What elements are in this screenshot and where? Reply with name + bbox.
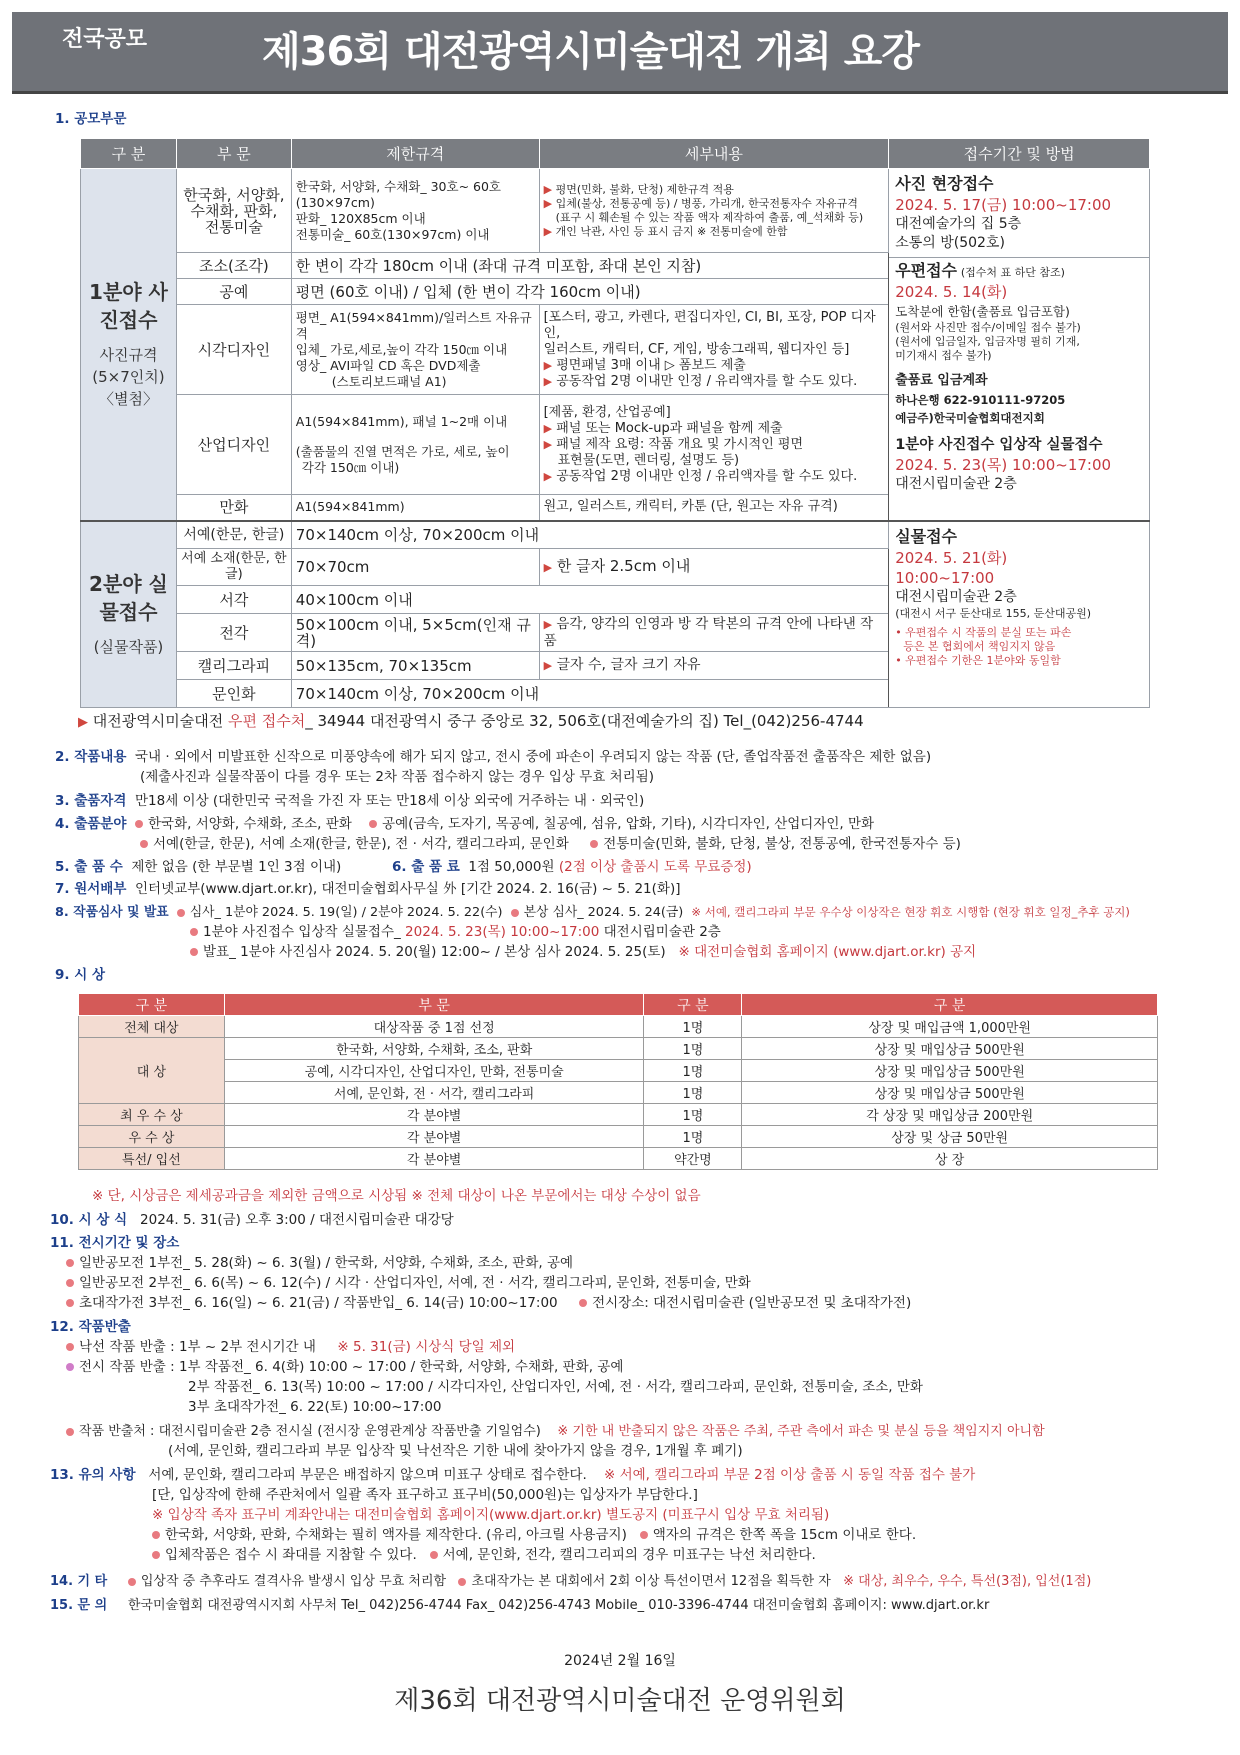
section-11-line3 [66, 1294, 911, 1313]
award-category: 공예, 시각디자인, 산업디자인, 만화, 전통미술 [224, 1060, 644, 1082]
actual-note: 등은 본 협회에서 책임지지 않음 [903, 639, 1056, 653]
spec-calligraphy-material: 70×70cm [291, 549, 539, 586]
section-11-line1 [66, 1254, 573, 1273]
account-number: 하나은행 622-910111-97205 [895, 393, 1066, 407]
detail-line: [포스터, 광고, 카렌다, 편집디자인, CI, BI, 포장, POP 디자인, [543, 309, 876, 341]
section-11-text: 일반공모전 1부전_ 5. 28(화) ~ 6. 3(월) / 한국화, 서양화, 수채화, 조소, 판화, 공예 [79, 1255, 574, 1271]
awards-note: ※ 단, 시상금은 제세공과금을 제외한 금액으로 시상됨 ※ 전체 대상이 나온 부문에서는 대상 수상이 없음 [92, 1188, 701, 1204]
award-group: 우 수 상 [79, 1126, 225, 1148]
section-12-text: (서예, 문인화, 캘리그라피 부문 입상작 및 낙선작은 기한 내에 찾아가지 않을 경우, 1개월 후 폐기) [168, 1443, 743, 1459]
section-9-title: 9. 시 상 [55, 967, 106, 983]
account-title: 출품료 입금계좌 [895, 373, 988, 388]
section-13-text: 액자의 규격은 한쪽 폭을 15cm 이내로 한다. [652, 1527, 917, 1543]
section-8-note: ※ 서예, 캘리그라피 부문 우수상 이상작은 현장 휘호 시행함 (현장 휘호 일정_추후 공지) [691, 905, 1130, 919]
bullet-icon [369, 820, 377, 828]
award-count: 1명 [644, 1038, 742, 1060]
section-11-text: 초대작가전 3부전_ 6. 16(일) ~ 6. 21(금) / 작품반입_ 6. 14(금) 10:00~17:00 [79, 1295, 558, 1311]
section-12-line5 [66, 1422, 1045, 1441]
th-detail: 세부내용 [539, 139, 889, 169]
award-category: 한국화, 서양화, 수채화, 조소, 판화 [224, 1038, 644, 1060]
section-13-text: 서예, 문인화, 전각, 캘리그리피의 경우 미표구는 낙선 처리한다. [442, 1547, 816, 1563]
section-12-text: 낙선 작품 반출 : 1부 ~ 2부 전시기간 내 [79, 1339, 316, 1355]
postal-line: (원서와 사진만 접수/이메일 접수 불가) [895, 321, 1081, 334]
awards-table [78, 993, 1158, 1170]
section-8-text: 심사_ 1분야 2024. 5. 19(일) / 2분야 2024. 5. 22(수) [189, 905, 503, 920]
spec-line: 입체_ 가로,세로,높이 각각 150㎝ 이내 [295, 341, 508, 357]
table-row [79, 1104, 1158, 1126]
bullet-icon [66, 1428, 74, 1436]
account-holder: 예금주)한국미술협회대전지회 [895, 411, 1045, 425]
group-actual [81, 521, 177, 708]
bullet-icon [511, 909, 519, 917]
group-actual-title: 2분야 실물접수 [89, 572, 168, 625]
section-4-item: 한국화, 서양화, 수채화, 조소, 판화 [147, 816, 352, 832]
section-2-title: 2. 작품내용 [55, 749, 127, 765]
cat-calligraphy-material: 서예 소재(한문, 한글) [176, 549, 291, 586]
spec-visual-design [291, 305, 539, 395]
cat-sculpture: 조소(조각) [176, 253, 291, 279]
detail-painting [539, 169, 889, 253]
section-7-title: 7. 원서배부 [55, 881, 127, 897]
table-row [79, 1148, 1158, 1170]
award-prize: 상장 및 매입상금 500만원 [742, 1038, 1158, 1060]
section-14-text: 입상작 중 추후라도 결격사유 발생시 입상 무효 처리함 [140, 1574, 447, 1589]
section-12-title: 12. 작품반출 [50, 1319, 131, 1335]
onsite-room: 소통의 방(502호) [895, 235, 1005, 251]
actual-title: 실물접수 [895, 526, 958, 546]
winner-submission-title: 1분야 사진접수 입상작 실물접수 [895, 437, 1103, 453]
postal-line: 도착분에 한함(출품료 입금포함) [895, 304, 1070, 319]
actual-note: • 우편접수 시 작품의 분실 또는 파손 [895, 625, 1072, 639]
section-13-text: 한국화, 서양화, 판화, 수채화는 필히 액자를 제작한다. (유리, 아크릴 사용금지) [165, 1527, 627, 1543]
table-row [79, 1038, 1158, 1060]
section-13-line5 [152, 1546, 816, 1565]
award-count: 1명 [644, 1060, 742, 1082]
section-12-text: 전시 작품 반출 : 1부 작품전_ 6. 4(화) 10:00 ~ 17:00 / 한국화, 서양화, 수채화, 판화, 공예 [79, 1359, 624, 1375]
detail-line: 개인 낙관, 사인 등 표시 금지 ※ 전통미술에 한함 [555, 224, 788, 238]
spec-craft: 평면 (60호 이내) / 입체 (한 변이 각각 160cm 이내) [291, 279, 888, 305]
section-3-text: 만18세 이상 (대한민국 국적을 가진 자 또는 만18세 이상 외국에 거주하는 내 · 외국인) [134, 793, 645, 809]
group-photo-title: 1분야 사진접수 [89, 280, 168, 333]
bullet-icon [579, 1299, 587, 1307]
bullet-icon [66, 1279, 74, 1287]
award-category: 각 분야별 [224, 1148, 644, 1170]
bullet-icon [128, 1578, 136, 1586]
award-category: 대상작품 중 1점 선정 [224, 1016, 644, 1038]
th-award-group: 구 분 [79, 994, 225, 1016]
award-prize: 상장 및 매입상금 500만원 [742, 1082, 1158, 1104]
section-12-text: 3부 초대작가전_ 6. 22(토) 10:00~17:00 [188, 1399, 442, 1415]
postal-label: 우편 접수처 [227, 712, 306, 730]
cat-seal: 전각 [176, 614, 291, 652]
triangle-icon: ▶ [543, 618, 553, 631]
bullet-icon [66, 1363, 74, 1371]
award-group: 전체 대상 [79, 1016, 225, 1038]
bullet-icon [66, 1259, 74, 1267]
detail-line: [제품, 환경, 산업공예] [543, 404, 671, 420]
detail-visual-design [539, 305, 889, 395]
section-13-line4 [152, 1526, 916, 1545]
section-11-text: 일반공모전 2부전_ 6. 6(목) ~ 6. 12(수) / 시각 · 산업디자인, 서예, 전 · 서각, 캘리그라피, 문인화, 전통미술, 만화 [79, 1275, 751, 1291]
bullet-icon [152, 1531, 160, 1539]
section-2 [55, 748, 931, 767]
group-photo-sub: 사진규격 (5×7인치) 〈별첨〉 [92, 346, 165, 409]
cat-industrial-design: 산업디자인 [176, 395, 291, 495]
cat-cartoon: 만화 [176, 495, 291, 521]
detail-industrial-design [539, 395, 889, 495]
detail-line: 평면패널 3매 이내 ▷ 폼보드 제출 [556, 357, 746, 373]
award-prize: 상 장 [742, 1148, 1158, 1170]
cat-seogak: 서각 [176, 586, 291, 614]
spec-line: 전통미술_ 60호(130×97cm) 이내 [295, 226, 490, 242]
th-category: 부 문 [176, 139, 291, 169]
bullet-icon [177, 909, 185, 917]
spec-cartoon: A1(594×841mm) [291, 495, 539, 521]
th-spec: 제한규격 [291, 139, 539, 169]
onsite-date: 2024. 5. 17(금) 10:00~17:00 [895, 196, 1112, 214]
spec-line: (스토리보드패널 A1) [331, 373, 447, 389]
section-15-title: 15. 문 의 [50, 1598, 108, 1613]
bullet-icon [66, 1343, 74, 1351]
triangle-icon: ▶ [543, 374, 553, 388]
detail-line: 입체(불상, 전통공예 등) / 병풍, 가리개, 한국전통자수 자유규격 [555, 196, 858, 210]
section-10 [50, 1211, 454, 1230]
th-award-category: 부 문 [224, 994, 644, 1016]
section-5-text: 제한 없음 (한 부문별 1인 3점 이내) [131, 859, 342, 875]
award-count: 약간명 [644, 1148, 742, 1170]
cat-visual-design: 시각디자인 [176, 305, 291, 395]
footer-organization: 제36회 대전광역시미술대전 운영위원회 [394, 1686, 846, 1716]
group-photo [81, 169, 177, 521]
award-category: 각 분야별 [224, 1104, 644, 1126]
section-7-text: 인터넷교부(www.djart.or.kr), 대전미술협회사무실 外 [기간 2024. 2. 16(금) ~ 5. 21(화)] [134, 881, 681, 897]
section-14-title: 14. 기 타 [50, 1574, 108, 1589]
bullet-icon [458, 1578, 466, 1586]
table-row [79, 1016, 1158, 1038]
section-13 [50, 1466, 975, 1485]
spec-line: 영상_ AVI파일 CD 혹은 DVD제출 [295, 357, 481, 373]
section-12-note: ※ 기한 내 반출되지 않은 작품은 주최, 주관 측에서 파손 및 분실 등을 책임지지 아니함 [557, 1424, 1045, 1439]
onsite-place: 대전예술가의 집 5층 [895, 216, 1022, 232]
section-6-note: (2점 이상 출품시 도록 무료증정) [558, 859, 752, 875]
category-table [80, 138, 1150, 708]
award-group: 최 우 수 상 [79, 1104, 225, 1126]
section-4 [55, 815, 874, 834]
spec-line: 한국화, 서양화, 수채화_ 30호~ 60호(130×97cm) [295, 178, 501, 210]
bullet-icon [640, 1531, 648, 1539]
section-8-line2 [190, 923, 721, 942]
section-13-note: ※ 서예, 캘리그라피 부문 2점 이상 출품 시 동일 작품 접수 불가 [603, 1467, 976, 1483]
section-7 [55, 880, 680, 899]
section-8-title: 8. 작품심사 및 발표 [55, 905, 169, 920]
header-tag: 전국공모 [62, 27, 148, 52]
section-12-text: 2부 작품전_ 6. 13(목) 10:00 ~ 17:00 / 시각디자인, 산업디자인, 서예, 전 · 서각, 캘리그라피, 문인화, 전통미술, 조소, 만화 [188, 1379, 923, 1395]
section-5 [55, 858, 341, 877]
triangle-icon: ▶ [78, 715, 88, 730]
bullet-icon [152, 1551, 160, 1559]
actual-address: (대전시 서구 둔산대로 155, 둔산대공원) [895, 606, 1092, 620]
th-award-prize: 구 분 [742, 994, 1158, 1016]
section-5-title: 5. 출 품 수 [55, 859, 123, 875]
detail-line: 표현물(도면, 렌더링, 설명도 등) [557, 452, 740, 468]
postal-address-line [78, 712, 864, 732]
detail-line: 일러스트, 캐릭터, CF, 게임, 방송그래픽, 웹디자인 등] [543, 341, 850, 357]
section-8-text: 대전시립미술관 2층 [599, 924, 721, 940]
award-category: 각 분야별 [224, 1126, 644, 1148]
section-11-line2 [66, 1274, 751, 1293]
section-13-text: 입체작품은 접수 시 좌대를 지참할 수 있다. [165, 1547, 417, 1563]
award-count: 1명 [644, 1082, 742, 1104]
section-12-line1 [66, 1338, 515, 1357]
submission-photo [889, 169, 1150, 521]
triangle-icon: ▶ [543, 469, 553, 483]
triangle-icon: ▶ [543, 421, 553, 435]
detail-calligraphy-material [539, 549, 889, 586]
footer-date: 2024년 2월 16일 [564, 1653, 676, 1669]
th-submission: 접수기간 및 방법 [889, 139, 1150, 169]
postal-date: 2024. 5. 14(화) [895, 283, 1008, 301]
detail-line: 평면(민화, 불화, 단청) 제한규격 적용 [555, 182, 734, 196]
section-10-title: 10. 시 상 식 [50, 1212, 128, 1228]
section-8-text: 본상 심사_ 2024. 5. 24(금) [523, 905, 684, 920]
section-1-title: 1. 공모부문 [55, 111, 127, 127]
section-13-text: [단, 입상작에 한해 주관처에서 일괄 족자 표구하고 표구비(50,000원)는 입상자가 부담한다.] [152, 1487, 698, 1503]
actual-note: • 우편접수 기한은 1분야와 동일함 [895, 653, 1061, 667]
th-division: 구 분 [81, 139, 177, 169]
page-title: 제36회 대전광역시미술대전 개최 요강 [262, 29, 920, 75]
section-14-note: ※ 대상, 최우수, 우수, 특선(3점), 입선(1점) [843, 1574, 1092, 1589]
spec-line: (출품물의 진열 면적은 가로, 세로, 높이 [295, 443, 510, 459]
award-count: 1명 [644, 1104, 742, 1126]
spec-seogak: 40×100cm 이내 [291, 586, 888, 614]
section-10-text: 2024. 5. 31(금) 오후 3:00 / 대전시립미술관 대강당 [140, 1212, 454, 1228]
section-12-note: ※ 5. 31(금) 시상식 당일 제외 [337, 1339, 516, 1355]
section-13-title: 13. 유의 사항 [50, 1467, 136, 1483]
section-12-text: 작품 반출처 : 대전시립미술관 2층 전시실 (전시장 운영관계상 작품반출 기일엄수) [79, 1424, 541, 1439]
table-row [79, 1060, 1158, 1082]
section-8-note: ※ 대전미술협회 홈페이지 (www.djart.or.kr) 공지 [678, 944, 977, 960]
section-4-item: 공예(금속, 도자기, 목공예, 칠공예, 섬유, 압화, 기타), 시각디자인, 산업디자인, 만화 [382, 816, 875, 832]
section-11-text: 전시장소: 대전시립미술관 (일반공모전 및 초대작가전) [592, 1295, 912, 1311]
postal-line: (원서에 입금일자, 입금자명 필히 기재, [895, 335, 1080, 348]
section-8-text: 1분야 사진접수 입상작 실물접수_ [203, 924, 406, 940]
spec-line: 각각 150㎝ 이내) [301, 459, 400, 475]
triangle-icon: ▶ [543, 196, 553, 210]
award-group: 대 상 [79, 1038, 225, 1104]
section-13-text: 서예, 문인화, 캘리그라피 부문은 배접하지 않으며 미표구 상태로 접수한다. [148, 1467, 587, 1483]
actual-time: 10:00~17:00 [895, 568, 995, 587]
section-3 [55, 792, 644, 811]
submission-actual [889, 521, 1150, 708]
spec-sculpture: 한 변이 각각 180cm 이내 (좌대 규격 미포함, 좌대 본인 지참) [291, 253, 888, 279]
actual-place: 대전시립미술관 2층 [895, 588, 1017, 605]
award-category: 서예, 문인화, 전 · 서각, 캘리그라피 [224, 1082, 644, 1104]
detail-line: 패널 제작 요령: 작품 개요 및 가시적인 평면 [556, 436, 804, 452]
table-row [81, 521, 1150, 549]
section-13-note: ※ 입상작 족자 표구비 계좌안내는 대전미술협회 홈페이지(www.djart.or.kr) 별도공지 (미표구시 입상 무효 처리됨) [152, 1507, 830, 1523]
award-group: 특선/ 입선 [79, 1148, 225, 1170]
detail-seal [539, 614, 889, 652]
award-prize: 상장 및 상금 50만원 [742, 1126, 1158, 1148]
detail-line: 글자 수, 글자 크기 자유 [556, 657, 701, 673]
bullet-icon [140, 840, 148, 848]
table-row [79, 1126, 1158, 1148]
section-4-item: 서예(한글, 한문), 서예 소재(한글, 한문), 전 · 서각, 캘리그라피, 문인화 [153, 836, 569, 852]
bullet-icon [190, 928, 198, 936]
detail-line: 공동작업 2명 이내만 인정 / 유리액자를 할 수도 있다. [556, 373, 858, 389]
detail-line: 음각, 양각의 인영과 방 각 탁본의 규격 안에 나타낸 작품 [543, 616, 874, 649]
award-count: 1명 [644, 1126, 742, 1148]
section-2-text2: (제출사진과 실물작품이 다를 경우 또는 2차 작품 접수하지 않는 경우 입상 무효 처리됨) [140, 769, 655, 785]
triangle-icon: ▶ [543, 224, 553, 238]
cat-literati: 문인화 [176, 680, 291, 708]
section-4-item: 전통미술(민화, 불화, 단청, 불상, 전통공예, 한국전통자수 등) [603, 836, 961, 852]
triangle-icon: ▶ [543, 182, 553, 196]
detail-line: 한 글자 2.5cm 이내 [556, 557, 691, 575]
onsite-title: 사진 현장접수 [895, 174, 994, 193]
spec-calligraphy: 70×140cm 이상, 70×200cm 이내 [291, 521, 888, 549]
category-table-header [81, 139, 1150, 169]
winner-submission-place: 대전시립미술관 2층 [895, 476, 1017, 492]
postal-pre: 대전광역시미술대전 [92, 712, 228, 730]
bullet-icon [66, 1299, 74, 1307]
spec-seal: 50×100cm 이내, 5×5cm(인재 규격) [291, 614, 539, 652]
section-3-title: 3. 출품자격 [55, 793, 127, 809]
section-6-fee: 1점 50,000원 [468, 859, 555, 875]
triangle-icon: ▶ [543, 659, 553, 672]
cat-craft: 공예 [176, 279, 291, 305]
section-8 [55, 903, 1130, 922]
award-prize: 각 상장 및 매입상금 200만원 [742, 1104, 1158, 1126]
section-4-title: 4. 출품분야 [55, 816, 127, 832]
spec-line: 판화_ 120X85cm 이내 [295, 210, 426, 226]
spec-literati: 70×140cm 이상, 70×200cm 이내 [291, 680, 888, 708]
bullet-icon [590, 840, 598, 848]
cat-calligraphy-art: 캘리그라피 [176, 652, 291, 680]
section-11-title: 11. 전시기간 및 장소 [50, 1235, 180, 1251]
award-prize: 상장 및 매입상금 500만원 [742, 1060, 1158, 1082]
award-prize: 상장 및 매입금액 1,000만원 [742, 1016, 1158, 1038]
postal-address: _ 34944 대전광역시 중구 중앙로 32, 506호(대전예술가의 집) Tel_(042)256-4744 [305, 712, 864, 730]
section-8-text: 발표_ 1분야 사진심사 2024. 5. 20(월) 12:00~ / 본상 심사 2024. 5. 25(토) [203, 944, 666, 960]
spec-industrial-design [291, 395, 539, 495]
detail-line: (표구 시 훼손될 수 있는 작품 액자 제작하여 출품, 예_석채화 등) [555, 210, 864, 224]
detail-line: 패널 또는 Mock-up과 패널을 함께 제출 [556, 420, 783, 436]
header-banner [12, 12, 1228, 94]
section-8-date: 2024. 5. 23(목) 10:00~17:00 [405, 924, 600, 940]
group-actual-sub: (실물작품) [93, 638, 164, 657]
award-count: 1명 [644, 1016, 742, 1038]
cat-calligraphy: 서예(한문, 한글) [176, 521, 291, 549]
section-14 [50, 1572, 1091, 1591]
spec-calligraphy-art: 50×135cm, 70×135cm [291, 652, 539, 680]
cat-painting: 한국화, 서양화, 수채화, 판화, 전통미술 [176, 169, 291, 253]
triangle-icon: ▶ [543, 358, 553, 372]
table-row [81, 169, 1150, 253]
section-14-text: 초대작가는 본 대회에서 2회 이상 특선이면서 12점을 획득한 자 [471, 1574, 831, 1589]
section-12-line2 [66, 1358, 623, 1377]
section-6 [392, 858, 752, 877]
bullet-icon [135, 820, 143, 828]
postal-note: (접수처 표 하단 참조) [960, 266, 1065, 279]
section-4-line2 [140, 835, 961, 854]
postal-line: 미기재시 접수 불가) [895, 349, 992, 362]
th-award-count: 구 분 [644, 994, 742, 1016]
section-2-text: 국내 · 외에서 미발표한 신작으로 미풍양속에 해가 되지 않고, 전시 중에 파손이 우려되지 않는 작품 (단, 졸업작품전 출품작은 제한 없음) [134, 749, 932, 765]
actual-date: 2024. 5. 21(화) [895, 548, 1008, 567]
spec-line: 평면_ A1(594×841mm)/일러스트 자유규격 [295, 309, 532, 341]
spec-line: A1(594×841mm), 패널 1~2매 이내 [295, 413, 508, 429]
detail-cartoon: 원고, 일러스트, 캐릭터, 카툰 (단, 원고는 자유 규격) [539, 495, 889, 521]
section-15-text: 한국미술협회 대전광역시지회 사무처 Tel_ 042)256-4744 Fax_ 042)256-4743 Mobile_ 010-3396-4744 대전미술협회 홈페이지: www.djart.or.kr [127, 1598, 990, 1613]
postal-title: 우편접수 [895, 261, 958, 280]
table-row [79, 1082, 1158, 1104]
awards-table-header [79, 994, 1158, 1016]
triangle-icon: ▶ [543, 437, 553, 451]
triangle-icon: ▶ [543, 561, 553, 574]
bullet-icon [190, 948, 198, 956]
section-6-title: 6. 출 품 료 [392, 859, 460, 875]
detail-line: 공동작업 2명 이내만 인정 / 유리액자를 할 수도 있다. [556, 468, 858, 484]
section-8-line3 [190, 943, 976, 962]
section-15 [50, 1596, 989, 1615]
detail-calligraphy-art [539, 652, 889, 680]
spec-painting [291, 169, 539, 253]
winner-submission-date: 2024. 5. 23(목) 10:00~17:00 [895, 456, 1112, 474]
bullet-icon [430, 1551, 438, 1559]
